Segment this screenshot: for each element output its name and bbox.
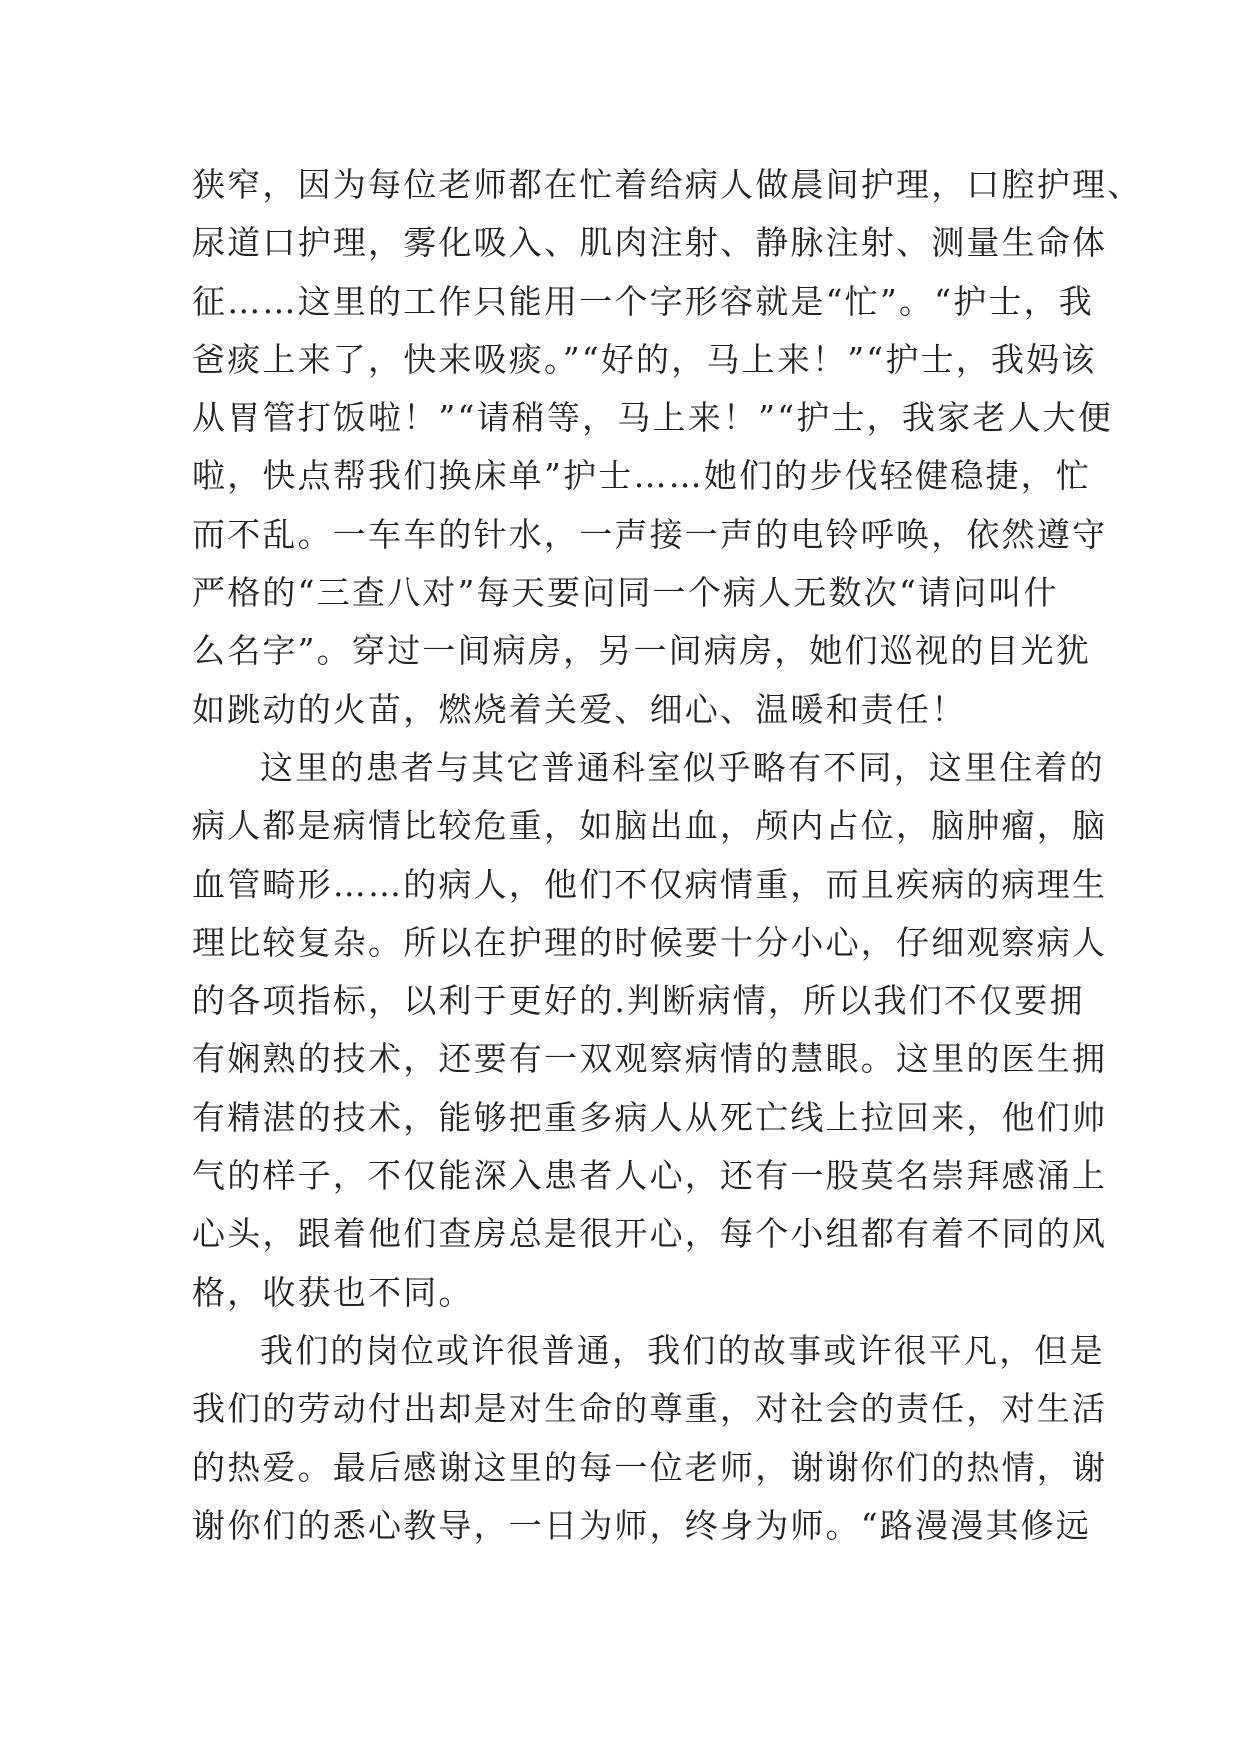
paragraph-2-line-3: 血管畸形……的病人，他们不仅病情重，而且疾病的病理生 <box>192 864 1108 904</box>
paragraph-2-line-5: 的各项指标，以利于更好的.判断病情，所以我们不仅要拥 <box>192 981 1085 1021</box>
paragraph-2-line-8: 气的样子，不仅能深入患者人心，还有一股莫名崇拜感涌上 <box>192 1156 1108 1196</box>
paragraph-1-line-4: 爸痰上来了，快来吸痰。”“好的，马上来！”“护士，我妈该 <box>192 339 1097 379</box>
paragraph-2-line-9: 心头，跟着他们查房总是很开心，每个小组都有着不同的风 <box>192 1214 1108 1254</box>
paragraph-1-line-9: 么名字”。穿过一间病房，另一间病房，她们巡视的目光犹 <box>192 631 1092 671</box>
paragraph-1-line-7: 而不乱。一车车的针水，一声接一声的电铃呼唤，依然遵守 <box>192 514 1108 554</box>
paragraph-3-line-3: 的热爱。最后感谢这里的每一位老师，谢谢你们的热情，谢 <box>192 1447 1108 1487</box>
paragraph-2-line-4: 理比较复杂。所以在护理的时候要十分小心，仔细观察病人 <box>192 922 1108 962</box>
paragraph-1-line-3: 征……这里的工作只能用一个字形容就是“忙”。“护士，我 <box>192 281 1095 321</box>
paragraph-1-line-1: 狭窄，因为每位老师都在忙着给病人做晨间护理，口腔护理、 <box>192 165 1143 204</box>
paragraph-1-line-8: 严格的“三查八对”每天要问同一个病人无数次“请问叫什 <box>192 573 1059 613</box>
paragraph-1-line-6: 啦，快点帮我们换床单”护士……她们的步伐轻健稳捷，忙 <box>192 456 1092 496</box>
paragraph-1-line-10: 如跳动的火苗，燃烧着关爱、细心、温暖和责任！ <box>192 689 967 729</box>
paragraph-1-line-5: 从胃管打饭啦！”“请稍等，马上来！”“护士，我家老人大便 <box>192 398 1114 438</box>
paragraph-2-line-10: 格，收获也不同。 <box>192 1272 474 1312</box>
paragraph-3-line-4: 谢你们的悉心教导，一日为师，终身为师。“路漫漫其修远 <box>192 1505 1092 1545</box>
paragraph-2-line-1: 这里的患者与其它普通科室似乎略有不同，这里住着的 <box>260 747 1105 787</box>
document-body <box>192 156 1143 1555</box>
paragraph-1-line-2: 尿道口护理，雾化吸入、肌肉注射、静脉注射、测量生命体 <box>192 223 1108 263</box>
paragraph-3-line-1: 我们的岗位或许很普通，我们的故事或许很平凡，但是 <box>260 1330 1105 1370</box>
paragraph-3-line-2: 我们的劳动付出却是对生命的尊重，对社会的责任，对生活 <box>192 1389 1108 1429</box>
paragraph-2-line-2: 病人都是病情比较危重，如脑出血，颅内占位，脑肿瘤，脑 <box>192 806 1108 846</box>
paragraph-2-line-6: 有娴熟的技术，还要有一双观察病情的慧眼。这里的医生拥 <box>192 1039 1108 1079</box>
paragraph-2-line-7: 有精湛的技术，能够把重多病人从死亡线上拉回来，他们帅 <box>192 1097 1108 1137</box>
